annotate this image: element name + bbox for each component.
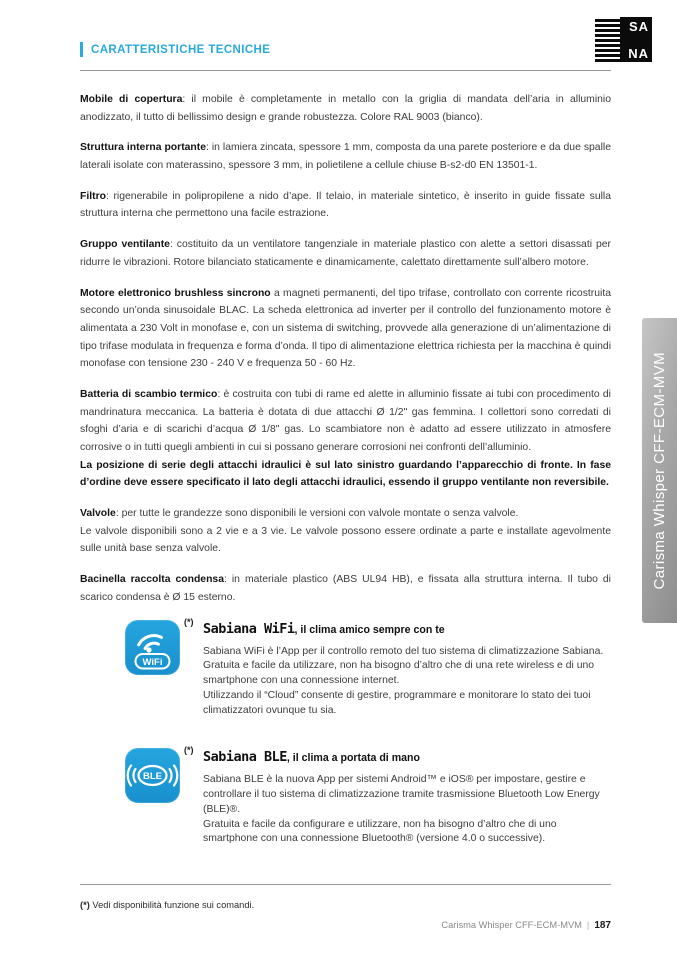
feature-icon-column <box>80 616 203 675</box>
footer-divider <box>80 884 611 885</box>
feature-ble <box>80 745 611 847</box>
page-number: 187 <box>594 920 611 931</box>
paragraph <box>80 91 611 126</box>
paragraph <box>80 188 611 223</box>
footnote-text: Vedi disponibilità funzione sui comandi. <box>89 900 255 910</box>
paragraph-lead: Batteria di scambio termico <box>80 388 218 400</box>
side-tab-label: Carisma Whisper CFF-ECM-MVM <box>651 351 668 590</box>
paragraph-text: : per tutte le grandezze sono disponibili le versioni con valvole montate o senza valvole. <box>115 508 519 520</box>
paragraph-text: : è costruita con tubi di rame ed alette in alluminio fissate ai tubi con procedimento di mandrinatura meccanica. La batteria è dotata di due attacchi Ø 1/2" gas femmina. I collettori sono corredati di sfoghi d’aria e di scarichi d’acqua Ø 1/8" gas. Lo scambiatore non è adatto ad essere utilizzato in atmosfere corrosive o in tutti quegli ambienti in cui si possano generare corrosioni nei confronti dell’alluminio. <box>80 388 611 453</box>
footer-separator: | <box>586 920 590 930</box>
side-tab-carisma-whisper <box>642 318 677 623</box>
paragraph-text: a magneti permanenti, del tipo trifase, controllato con corrente ricostruita secondo un’onda sinusoidale BLAC. La scheda elettronica ad inverter per il controllo del funzionamento motore è alimentata a 230 Volt in monofase e, con un sistema di switching, provvede alla generazione di un’alimentazione di tipo trifase modulata in frequenza e forma d’onda. Il tipo di alimentazione elettrica richiesta per la macchina è quindi monofase con tensione 230 - 240 V e frequenza 50 - 60 Hz. <box>80 287 611 370</box>
footnote-marker: (*) <box>184 745 194 756</box>
header-divider <box>80 70 611 71</box>
footnote-marker: (*) <box>184 616 194 627</box>
ble-icon-label: BLE <box>143 771 162 783</box>
app-features-section <box>80 616 611 848</box>
paragraph-lead: Motore elettronico brushless sincrono <box>80 287 271 299</box>
logo-text-top: SA <box>628 19 649 34</box>
paragraph <box>80 139 611 174</box>
technical-description <box>80 91 611 607</box>
wifi-icon <box>125 620 180 675</box>
feature-brand: Sabiana WiFi <box>203 620 295 637</box>
paragraph-text: : costituito da un ventilatore tangenziale in materiale plastico con alette a settori disassati per ridurre le vibrazioni. Rotore bilanciato staticamente e dinamicamente, calettato direttamente sull’albero motore. <box>80 239 611 268</box>
paragraph-text: : in materiale plastico (ABS UL94 HB), e fissata alla struttura interna. Il tubo di scarico condensa è Ø 15 esterno. <box>80 574 611 603</box>
page-footer <box>80 920 611 931</box>
paragraph-text: : il mobile è completamente in metallo con la griglia di mandata dell’aria in alluminio anodizzato, il tutto di bellissimo design e grande robustezza. Colore RAL 9003 (bianco). <box>80 94 611 123</box>
paragraph-text: : in lamiera zincata, spessore 1 mm, composta da una parete posteriore e da due spalle laterali isolate con materassino, spessore 3 mm, in polietilene a cellule chiuse B-s2-d0 EN 13501-1. <box>80 142 611 172</box>
feature-title-wifi <box>203 620 611 638</box>
feature-body: Sabiana WiFi è l’App per il controllo remoto del tuo sistema di climatizzazione Sabiana. Gratuita e facile da utilizzare, non ha bisogno d’altro che di una rete wireless e di uno smartphone con una connessione internet. <box>203 645 604 687</box>
footnote <box>80 900 254 910</box>
paragraph-lead: La posizione di serie degli attacchi idraulici è sul lato sinistro guardando l’apparecchio di fronte. In fase d’ordine deve essere specificato il lato degli attacchi idraulici, essendo il gruppo ventilante non reversibile. <box>80 459 611 489</box>
section-header <box>80 42 611 57</box>
feature-body: Sabiana BLE è la nuova App per sistemi Android™ e iOS® per impostare, gestire e controllare il tuo sistema di climatizzazione tramite trasmissione Bluetooth Low Energy (BLE)®. <box>203 774 600 815</box>
paragraph <box>80 386 611 457</box>
wifi-app-icon <box>125 620 180 675</box>
logo-text-bottom: NA <box>628 46 649 61</box>
ble-app-icon <box>125 748 180 803</box>
content-column <box>80 36 611 877</box>
paragraph-lead: Valvole <box>80 508 116 520</box>
footer-doc-title: Carisma Whisper CFF-ECM-MVM <box>441 920 582 930</box>
paragraph-bold-note <box>80 457 611 492</box>
feature-text <box>203 620 611 719</box>
paragraph-lead: Bacinella raccolta condensa <box>80 574 224 586</box>
paragraph-lead: Mobile di copertura <box>80 94 183 105</box>
feature-brand: Sabiana BLE <box>203 749 287 766</box>
ble-icon <box>125 748 180 803</box>
logo-letters <box>620 17 652 62</box>
feature-title-rest: , il clima amico sempre con te <box>294 623 445 636</box>
feature-title-rest: , il clima a portata di mano <box>286 752 420 765</box>
footnote-marker: (*) <box>80 900 90 910</box>
paragraph-lead: Filtro <box>80 190 106 202</box>
paragraph <box>80 236 611 271</box>
paragraph-text: : rigenerabile in polipropilene a nido d’ape. Il telaio, in materiale sintetico, è inserito in guide fissate sulla struttura interna che permettono una facile estrazione. <box>80 190 611 220</box>
feature-body: Utilizzando il “Cloud” consente di gestire, programmare e monitorare lo stato dei tuoi climatizzatori ovunque tu sia. <box>203 689 591 716</box>
paragraph <box>80 571 611 606</box>
paragraph <box>80 285 611 373</box>
feature-icon-column <box>80 745 203 803</box>
wifi-icon-label: WiFi <box>142 656 163 668</box>
paragraph-lead: Gruppo ventilante <box>80 239 170 251</box>
paragraph <box>80 523 611 558</box>
paragraph <box>80 505 611 523</box>
section-title: CARATTERISTICHE TECNICHE <box>91 43 271 56</box>
paragraph-text: Le valvole disponibili sono a 2 vie e a 3 vie. Le valvole possono essere ordinate a parte e installate agevolmente sulle unità base senza valvole. <box>80 525 611 555</box>
feature-text <box>203 748 611 847</box>
feature-title-ble <box>203 748 611 766</box>
section-accent-bar <box>80 42 83 57</box>
paragraph-lead: Struttura interna portante <box>80 142 207 154</box>
feature-wifi <box>80 616 611 719</box>
feature-body: Gratuita e facile da configurare e utilizzare, non ha bisogno d’altro che di uno smartphone con una connessione Bluetooth® (versione 4.0 o successive). <box>203 818 557 845</box>
